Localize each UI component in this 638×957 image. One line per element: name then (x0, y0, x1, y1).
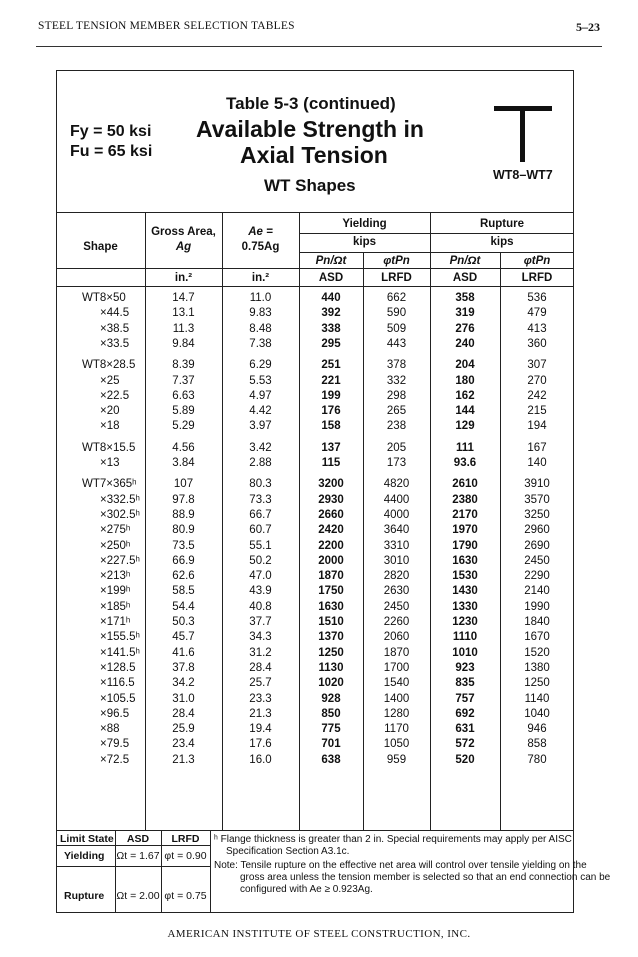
cell-gross-area: 4.56 (172, 441, 195, 454)
cell-rupture-lrfd: 307 (527, 359, 547, 372)
cell-rupture-asd: 144 (455, 405, 475, 418)
cell-rupture-asd: 180 (455, 374, 475, 387)
cell-yield-asd: 2420 (318, 524, 344, 537)
shape-col-header: Shape (83, 241, 118, 253)
rupture-omega: Ωt = 2.00 (116, 890, 160, 902)
limit-col-divider-3 (210, 830, 211, 913)
cell-gross-area: 3.84 (172, 457, 195, 469)
cell-gross-area: 8.39 (172, 359, 195, 372)
cell-yield-asd: 2000 (318, 554, 344, 567)
cell-gross-area: 14.7 (172, 292, 195, 304)
cell-rupture-asd: 204 (455, 359, 475, 372)
cell-rupture-asd: 129 (455, 420, 475, 433)
cell-yield-asd: 251 (321, 359, 341, 372)
cell-yield-asd: 1130 (318, 661, 344, 674)
rupture-lrfd-label: LRFD (521, 272, 553, 284)
cell-rupture-asd: 2380 (452, 493, 478, 506)
cell-yield-lrfd: 1870 (383, 646, 410, 659)
cell-yield-lrfd: 1700 (383, 661, 410, 674)
cell-gross-area: 25.9 (172, 723, 195, 736)
cell-rupture-lrfd: 2450 (524, 554, 550, 567)
cell-rupture-lrfd: 1140 (524, 692, 550, 705)
cell-gross-area: 9.84 (172, 337, 195, 350)
cell-gross-area: 41.6 (172, 646, 195, 659)
cell-rupture-lrfd: 242 (527, 389, 547, 402)
cell-rupture-lrfd: 2140 (524, 585, 550, 598)
yielding-header: Yielding (342, 218, 387, 230)
cell-yield-asd: 1510 (318, 616, 344, 628)
cell-shape: WT7×365ʰ (82, 478, 137, 491)
cell-effective-area: 21.3 (249, 707, 272, 720)
header-top-rule (56, 212, 574, 213)
ae-formula-header: 0.75Ag (241, 241, 280, 253)
cell-effective-area: 43.9 (249, 585, 272, 598)
cell-effective-area: 2.88 (249, 457, 272, 469)
cell-rupture-lrfd: 270 (527, 374, 547, 387)
cell-rupture-asd: 572 (455, 738, 475, 751)
limit-lrfd-header: LRFD (171, 833, 200, 845)
cell-effective-area: 6.29 (249, 359, 272, 372)
flange-note-line1: ʰ Flange thickness is greater than 2 in. Special requirements may apply per AISC (214, 834, 572, 845)
cell-effective-area: 34.3 (249, 631, 272, 644)
cell-gross-area: 62.6 (172, 570, 195, 583)
cell-yield-lrfd: 173 (386, 457, 407, 469)
rupture-header: Rupture (479, 218, 525, 230)
cell-rupture-lrfd: 1380 (524, 661, 550, 674)
cell-yield-lrfd: 443 (386, 337, 407, 350)
cell-shape: ×155.5ʰ (100, 631, 140, 644)
cell-shape: ×275ʰ (100, 524, 131, 537)
cell-gross-area: 5.29 (172, 420, 195, 433)
cell-gross-area: 7.37 (172, 374, 195, 387)
rupture-lrfd-symbol: φtPn (523, 255, 551, 267)
cell-rupture-lrfd: 1990 (524, 600, 550, 613)
rupture-phi: φt = 0.75 (164, 890, 207, 902)
cell-shape: ×227.5ʰ (100, 554, 140, 567)
cell-yield-asd: 701 (321, 738, 341, 751)
cell-effective-area: 7.38 (249, 337, 272, 350)
cell-effective-area: 3.97 (249, 420, 272, 433)
cell-rupture-asd: 520 (455, 753, 475, 766)
cell-yield-asd: 850 (321, 707, 341, 720)
cell-yield-lrfd: 662 (386, 292, 407, 304)
cell-rupture-asd: 757 (455, 692, 475, 705)
cell-rupture-lrfd: 1250 (524, 677, 550, 690)
cell-rupture-asd: 240 (455, 337, 475, 350)
ag-unit: in.² (174, 272, 193, 284)
cell-yield-lrfd: 3010 (383, 554, 410, 567)
shape-type-title: WT Shapes (264, 176, 356, 195)
cell-gross-area: 45.7 (172, 631, 195, 644)
cell-effective-area: 4.42 (249, 405, 272, 418)
cell-effective-area: 66.7 (249, 508, 272, 521)
cell-yield-lrfd: 238 (386, 420, 407, 433)
cell-effective-area: 80.3 (249, 478, 272, 491)
table-title-line2: Axial Tension (240, 142, 388, 168)
yielding-omega: Ωt = 1.67 (116, 850, 160, 862)
cell-gross-area: 23.4 (172, 738, 195, 751)
cell-gross-area: 54.4 (172, 600, 195, 613)
cell-gross-area: 5.89 (172, 405, 195, 418)
cell-rupture-asd: 1010 (452, 646, 478, 659)
cell-effective-area: 55.1 (249, 539, 272, 552)
yield-stress-label: Fy = 50 ksi (70, 123, 152, 140)
page-number: 5–23 (576, 20, 600, 34)
cell-effective-area: 47.0 (249, 570, 272, 583)
cell-yield-asd: 221 (321, 374, 341, 387)
rupture-asd-label: ASD (452, 272, 478, 284)
cell-gross-area: 88.9 (172, 508, 195, 521)
yielding-asd-symbol: Pn/Ωt (315, 255, 347, 267)
cell-rupture-lrfd: 858 (527, 738, 547, 751)
cell-rupture-lrfd: 3570 (524, 493, 550, 506)
cell-effective-area: 8.48 (249, 322, 272, 335)
cell-rupture-lrfd: 479 (527, 307, 547, 320)
cell-yield-asd: 176 (321, 405, 341, 418)
cell-rupture-asd: 358 (455, 292, 475, 304)
cell-rupture-asd: 319 (455, 307, 475, 320)
table-number: Table 5-3 (continued) (226, 94, 396, 113)
shape-range-label: WT8–WT7 (493, 168, 553, 182)
table-bottom-rule (56, 830, 574, 831)
cell-rupture-lrfd: 2960 (524, 524, 550, 537)
cell-shape: ×13 (100, 457, 120, 469)
limit-asd-header: ASD (126, 833, 150, 845)
cell-yield-asd: 1020 (318, 677, 344, 690)
cell-shape: ×79.5 (100, 738, 130, 751)
cell-effective-area: 16.0 (249, 753, 272, 766)
cell-yield-lrfd: 1050 (383, 738, 410, 751)
cell-rupture-asd: 1790 (452, 539, 478, 552)
cell-shape: ×105.5 (100, 692, 136, 705)
cell-gross-area: 58.5 (172, 585, 195, 598)
cell-yield-asd: 158 (321, 420, 341, 433)
limit-mid-rule (56, 866, 210, 867)
cell-rupture-lrfd: 140 (527, 457, 547, 469)
cell-shape: ×44.5 (100, 307, 130, 320)
cell-yield-lrfd: 590 (386, 307, 407, 320)
cell-shape: WT8×15.5 (82, 441, 136, 454)
cell-rupture-asd: 2610 (452, 478, 478, 491)
cell-effective-area: 73.3 (249, 493, 272, 506)
cell-rupture-asd: 692 (455, 707, 475, 720)
rupture-note-line1: Note: Tensile rupture on the effective net area will control over tensile yielding on the (214, 860, 587, 871)
table-title-line1: Available Strength in (196, 116, 424, 142)
cell-yield-lrfd: 4400 (383, 493, 410, 506)
cell-rupture-lrfd: 167 (527, 441, 547, 454)
cell-shape: ×116.5 (100, 677, 135, 690)
rupture-asd-symbol: Pn/Ωt (449, 255, 481, 267)
cell-gross-area: 21.3 (172, 753, 195, 766)
cell-effective-area: 25.7 (249, 677, 272, 690)
cell-yield-lrfd: 265 (386, 405, 407, 418)
cell-rupture-lrfd: 3910 (524, 478, 550, 491)
yielding-asd-label: ASD (318, 272, 344, 284)
cell-rupture-lrfd: 2290 (524, 570, 550, 583)
cell-yield-asd: 775 (321, 723, 341, 736)
cell-yield-asd: 440 (321, 292, 341, 304)
cell-rupture-lrfd: 360 (527, 337, 547, 350)
limit-header-rule (56, 845, 210, 846)
flange-note-line2: Specification Section A3.1c. (226, 846, 350, 857)
cell-shape: ×128.5 (100, 661, 136, 674)
cell-yield-asd: 2660 (318, 508, 344, 521)
cell-yield-lrfd: 378 (386, 359, 407, 372)
cell-shape: ×141.5ʰ (100, 646, 140, 659)
cell-rupture-lrfd: 194 (527, 420, 547, 433)
cell-yield-lrfd: 2630 (383, 585, 410, 598)
cell-shape: ×250ʰ (100, 539, 131, 552)
cell-shape: WT8×50 (82, 292, 126, 304)
cell-rupture-asd: 111 (456, 441, 474, 454)
cell-effective-area: 17.6 (249, 738, 272, 751)
cell-gross-area: 97.8 (172, 493, 195, 506)
header-bottom-rule (56, 286, 574, 287)
cell-gross-area: 31.0 (172, 692, 195, 705)
cell-rupture-lrfd: 1670 (524, 631, 550, 644)
cell-rupture-asd: 276 (455, 322, 475, 335)
ag-header: Ag (175, 241, 192, 253)
cell-rupture-lrfd: 2690 (524, 539, 550, 552)
cell-yield-asd: 137 (321, 441, 341, 454)
cell-yield-lrfd: 205 (386, 441, 407, 454)
cell-gross-area: 50.3 (172, 616, 195, 628)
cell-rupture-asd: 162 (455, 389, 475, 402)
cell-effective-area: 4.97 (249, 389, 272, 402)
cell-shape: ×88 (100, 723, 120, 736)
yielding-phi: φt = 0.90 (164, 850, 207, 862)
cell-yield-asd: 1750 (318, 585, 344, 598)
cell-shape: ×18 (100, 420, 120, 433)
cell-rupture-asd: 93.6 (453, 457, 477, 469)
cell-gross-area: 34.2 (172, 677, 195, 690)
cell-shape: ×302.5ʰ (100, 508, 140, 521)
cell-shape: ×38.5 (100, 322, 130, 335)
cell-rupture-lrfd: 1840 (524, 616, 550, 628)
cell-gross-area: 37.8 (172, 661, 195, 674)
cell-effective-area: 23.3 (249, 692, 272, 705)
cell-rupture-asd: 1330 (452, 600, 478, 613)
cell-yield-asd: 338 (321, 322, 341, 335)
cell-gross-area: 107 (173, 478, 194, 491)
cell-yield-lrfd: 1400 (383, 692, 410, 705)
cell-gross-area: 11.3 (172, 322, 195, 335)
cell-shape: ×213ʰ (100, 570, 131, 583)
header-sub-rule (299, 252, 574, 253)
cell-rupture-lrfd: 413 (527, 322, 547, 335)
cell-yield-asd: 115 (321, 457, 341, 469)
yielding-kips-header: kips (352, 236, 376, 248)
header-rule (36, 46, 602, 47)
limit-yielding-label: Yielding (64, 850, 105, 862)
cell-yield-lrfd: 2060 (383, 631, 410, 644)
cell-rupture-asd: 1530 (452, 570, 478, 583)
cell-yield-lrfd: 4000 (383, 508, 410, 521)
cell-yield-asd: 392 (321, 307, 341, 320)
cell-gross-area: 6.63 (172, 389, 195, 402)
cell-shape: ×20 (100, 405, 120, 418)
ae-unit: in.² (251, 272, 270, 284)
cell-gross-area: 80.9 (172, 524, 195, 537)
cell-rupture-asd: 923 (455, 661, 475, 674)
cell-rupture-asd: 1430 (452, 585, 478, 598)
cell-rupture-asd: 1230 (452, 616, 478, 628)
cell-yield-asd: 295 (321, 337, 341, 350)
limit-rupture-label: Rupture (64, 890, 105, 902)
tensile-stress-label: Fu = 65 ksi (70, 143, 153, 160)
cell-shape: ×171ʰ (100, 616, 131, 628)
cell-yield-asd: 1870 (318, 570, 344, 583)
header-mid-rule (299, 233, 574, 234)
cell-shape: ×25 (100, 374, 120, 387)
cell-rupture-lrfd: 780 (527, 753, 547, 766)
yielding-lrfd-symbol: φtPn (383, 255, 410, 267)
cell-effective-area: 50.2 (249, 554, 272, 567)
cell-gross-area: 66.9 (172, 554, 195, 567)
cell-shape: ×22.5 (100, 389, 130, 402)
table-frame (56, 70, 574, 913)
cell-effective-area: 9.83 (249, 307, 272, 320)
cell-shape: WT8×28.5 (82, 359, 136, 372)
cell-shape: ×33.5 (100, 337, 130, 350)
cell-rupture-lrfd: 1520 (524, 646, 550, 659)
limit-state-header: Limit State (60, 833, 114, 845)
cell-yield-asd: 1630 (318, 600, 344, 613)
cell-yield-lrfd: 4820 (383, 478, 410, 491)
cell-effective-area: 31.2 (249, 646, 272, 659)
cell-rupture-asd: 2170 (452, 508, 478, 521)
cell-rupture-lrfd: 215 (527, 405, 547, 418)
cell-yield-asd: 638 (321, 753, 341, 766)
running-head: STEEL TENSION MEMBER SELECTION TABLES (38, 20, 295, 32)
cell-yield-asd: 1250 (318, 646, 344, 659)
cell-effective-area: 40.8 (249, 600, 272, 613)
cell-shape: ×96.5 (100, 707, 130, 720)
rupture-note-line2: gross area unless the tension member is selected so that an end connection can be (240, 872, 611, 883)
cell-effective-area: 28.4 (249, 661, 272, 674)
cell-yield-lrfd: 298 (386, 389, 407, 402)
cell-yield-asd: 1370 (318, 631, 344, 644)
cell-yield-lrfd: 3310 (383, 539, 410, 552)
yielding-lrfd-label: LRFD (381, 272, 412, 284)
cell-rupture-lrfd: 536 (527, 292, 547, 304)
cell-rupture-asd: 1970 (452, 524, 478, 537)
cell-effective-area: 60.7 (249, 524, 272, 537)
ae-header: Ae = (248, 226, 273, 238)
cell-yield-lrfd: 332 (386, 374, 407, 387)
gross-area-header: Gross Area, (151, 226, 216, 238)
cell-yield-lrfd: 2260 (383, 616, 410, 628)
cell-shape: ×185ʰ (100, 600, 131, 613)
cell-effective-area: 37.7 (249, 616, 272, 628)
cell-yield-asd: 199 (321, 389, 341, 402)
tee-shape-icon (492, 106, 556, 166)
cell-yield-lrfd: 1170 (384, 723, 409, 736)
cell-rupture-asd: 1630 (452, 554, 478, 567)
cell-yield-lrfd: 3640 (383, 524, 410, 537)
cell-effective-area: 5.53 (249, 374, 272, 387)
cell-yield-asd: 2200 (318, 539, 344, 552)
cell-yield-lrfd: 509 (386, 322, 407, 335)
cell-shape: ×332.5ʰ (100, 493, 140, 506)
cell-shape: ×72.5 (100, 753, 130, 766)
cell-gross-area: 13.1 (172, 307, 195, 320)
cell-rupture-asd: 1110 (452, 631, 478, 644)
cell-rupture-lrfd: 3250 (524, 508, 550, 521)
cell-yield-lrfd: 2450 (383, 600, 410, 613)
rupture-note-line3: configured with Ae ≥ 0.923Ag. (240, 884, 373, 895)
rupture-kips-header: kips (490, 236, 514, 248)
cell-effective-area: 3.42 (249, 441, 272, 454)
cell-rupture-asd: 835 (455, 677, 475, 690)
cell-rupture-lrfd: 946 (527, 723, 547, 736)
cell-yield-lrfd: 2820 (383, 570, 410, 583)
cell-yield-asd: 3200 (318, 478, 344, 491)
cell-rupture-lrfd: 1040 (524, 707, 550, 720)
cell-yield-lrfd: 1540 (383, 677, 410, 690)
cell-gross-area: 73.5 (172, 539, 195, 552)
cell-effective-area: 19.4 (249, 723, 272, 736)
cell-effective-area: 11.0 (249, 292, 272, 304)
cell-yield-asd: 928 (321, 692, 341, 705)
cell-yield-asd: 2930 (318, 493, 344, 506)
publisher-footer: AMERICAN INSTITUTE OF STEEL CONSTRUCTION, INC. (167, 928, 471, 940)
cell-rupture-asd: 631 (455, 723, 475, 736)
cell-shape: ×199ʰ (100, 585, 131, 598)
units-rule (56, 268, 574, 269)
cell-yield-lrfd: 959 (386, 753, 407, 766)
cell-yield-lrfd: 1280 (383, 707, 410, 720)
cell-gross-area: 28.4 (172, 707, 195, 720)
